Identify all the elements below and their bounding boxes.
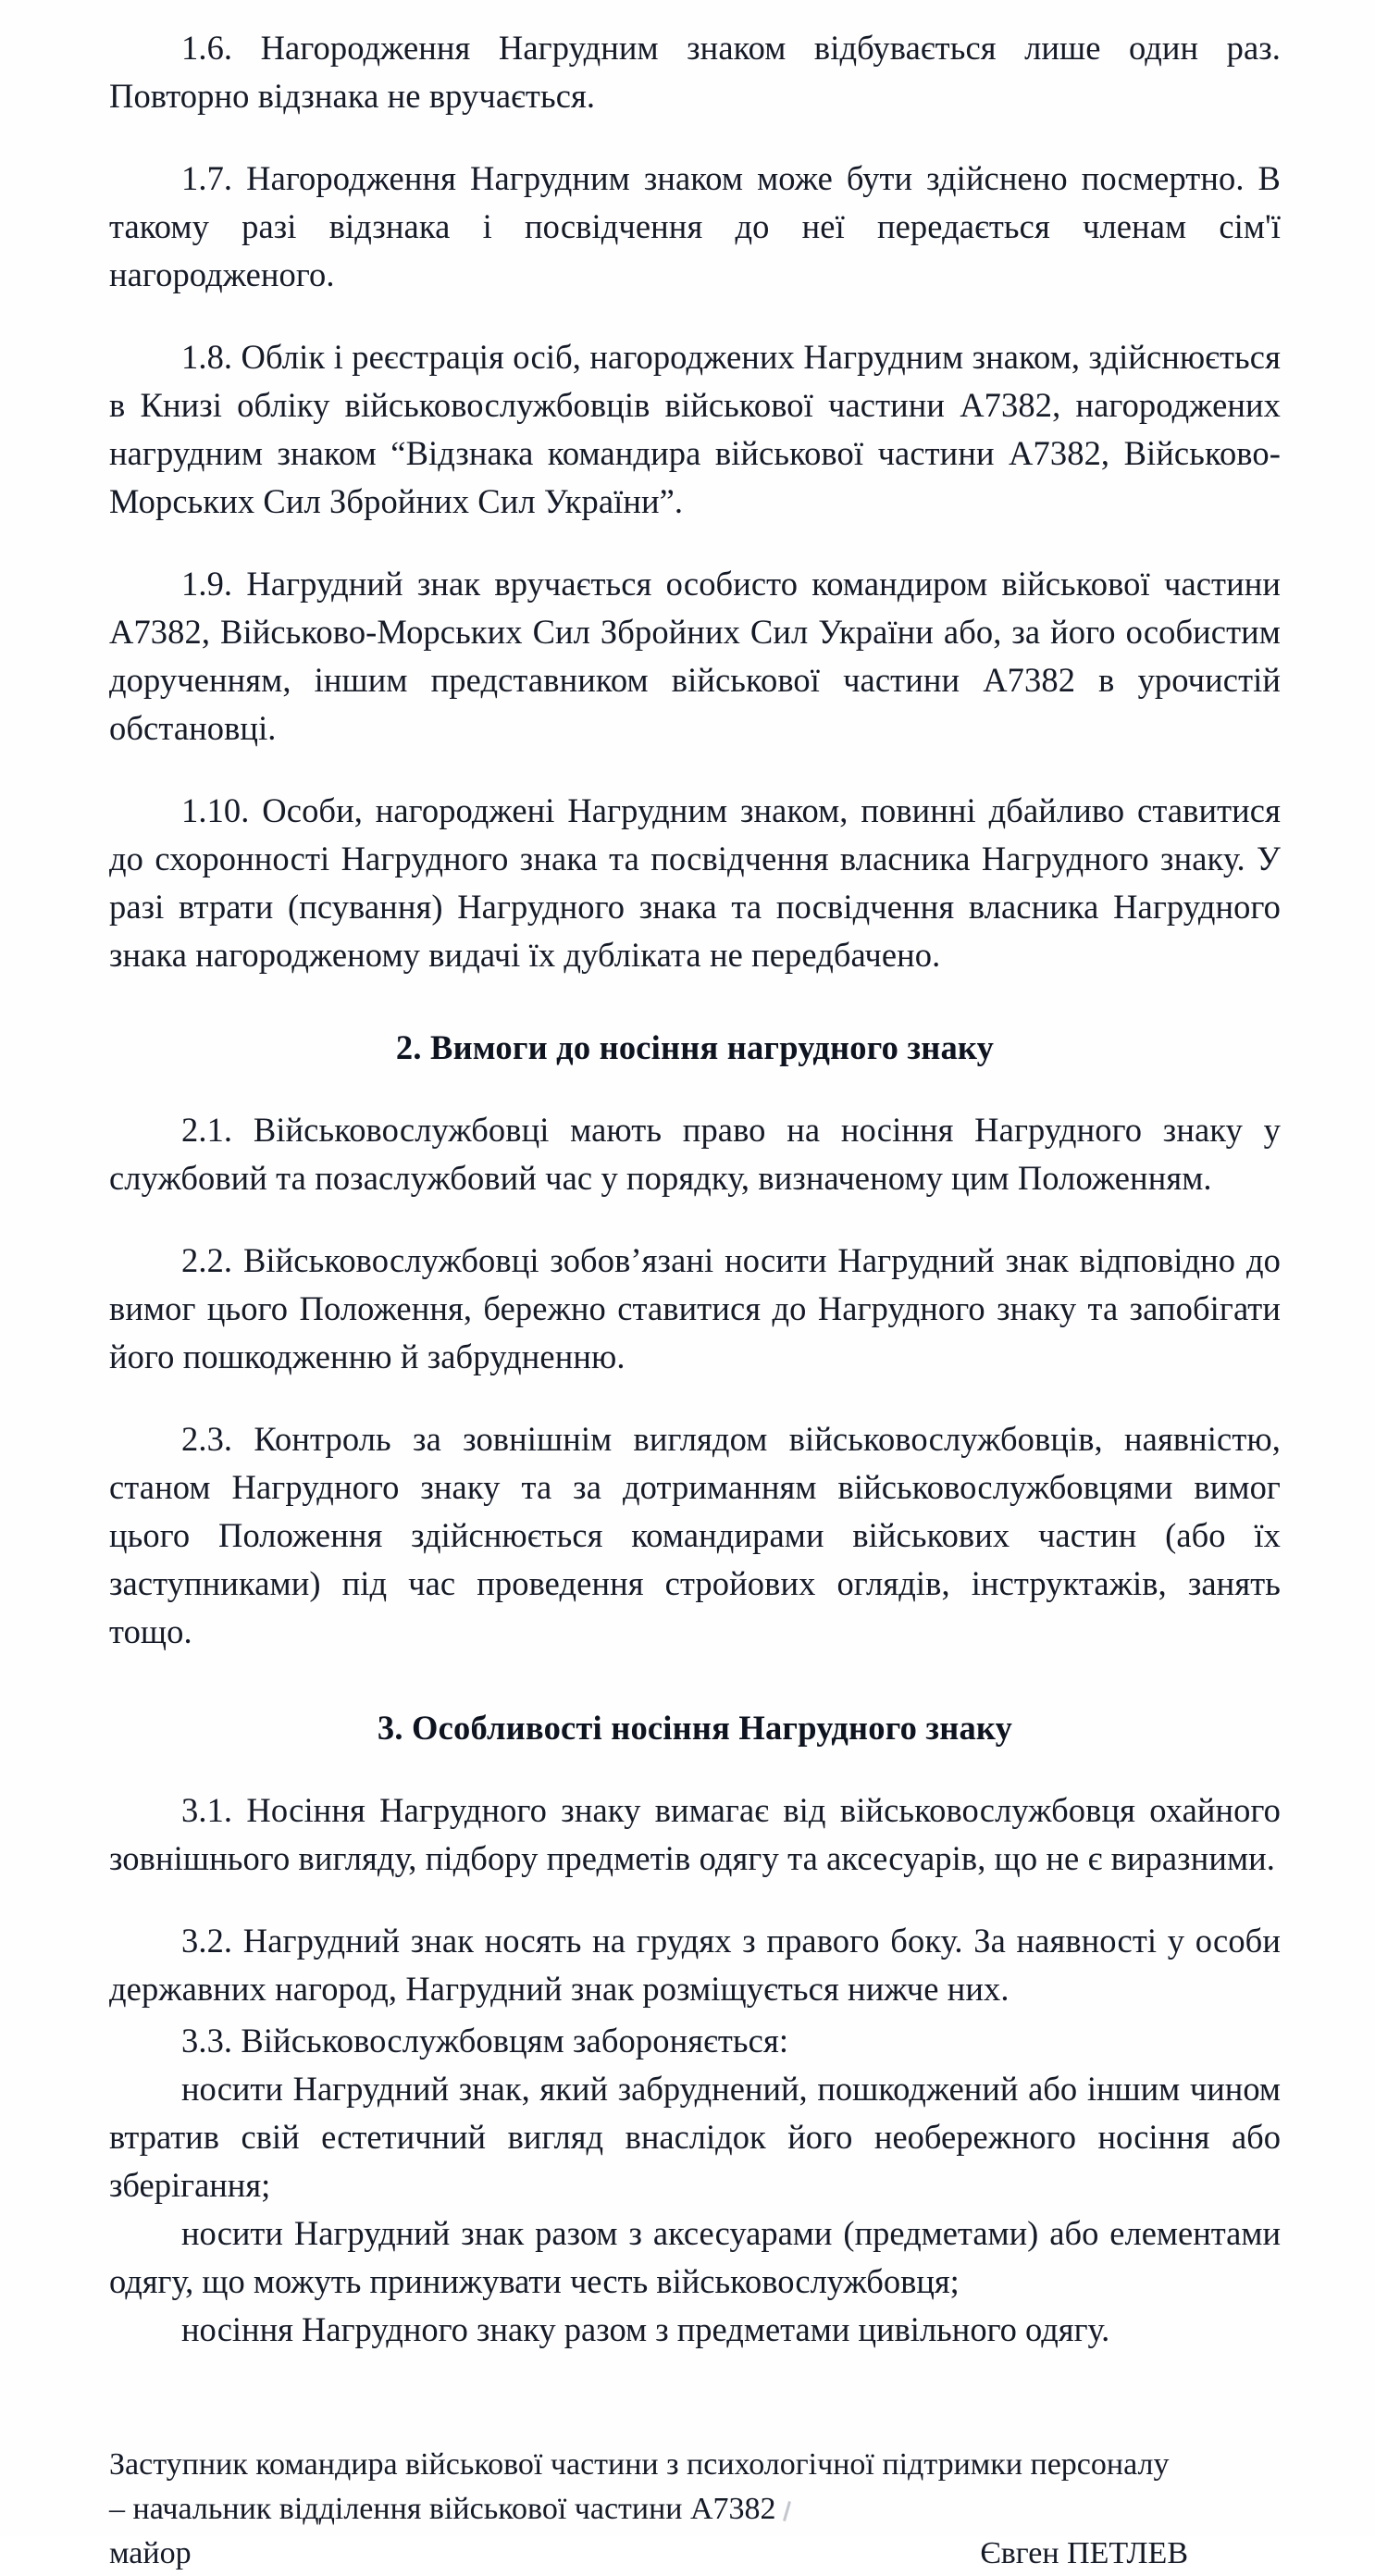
signature-position-line-2 (109, 2487, 1281, 2532)
clause-3-3-item-c: носіння Нагрудного знаку разом з предметами цивільного одягу. (181, 2310, 1110, 2348)
clause-1-10: 1.10. Особи, нагороджені Нагрудним знаком, повинні дбайливо ставитися до схоронності Нагрудного знака та посвідчення власника Нагрудного знаку. У разі втрати (псування) Нагрудного знака та посвідчення власника Нагрудного знака нагородженому видачі їх дубліката не передбачено. (109, 791, 1281, 974)
clause-1-8: 1.8. Облік і реєстрація осіб, нагороджених Нагрудним знаком, здійснюється в Книзі обліку військовослужбовців військової частини А7382, нагороджених нагрудним знаком “Відзнака командира військової частини А7382, Військово-Морських Сил Збройних Сил України”. (109, 338, 1281, 520)
signature-name: Євген ПЕТЛЕВ (980, 2536, 1188, 2570)
clause-1-6: 1.6. Нагородження Нагрудним знаком відбувається лише один раз. Повторно відзнака не вручається. (109, 29, 1281, 115)
clause-1-9: 1.9. Нагрудний знак вручається особисто командиром військової частини А7382, Військово-Морських Сил Збройних Сил України або, за його особистим дорученням, іншим представником військової частини А7382 в урочистій обстановці. (109, 565, 1281, 747)
signature-position-line-1: Заступник командира військової частини з психологічної підтримки персоналу (109, 2447, 1170, 2482)
scan-artifact-mark (783, 2501, 791, 2521)
signature-block (109, 2443, 1281, 2576)
clause-3-3-item-a: носити Нагрудний знак, який забруднений, пошкоджений або іншим чином втратив свій естетичний вигляд внаслідок його необережного носіння або зберігання; (109, 2070, 1281, 2204)
heading-section-2: 2. Вимоги до носіння нагрудного знаку (395, 1028, 995, 1066)
signature-rank: майор (109, 2536, 192, 2570)
clause-3-3: 3.3. Військовослужбовцям забороняється: (181, 2022, 789, 2060)
clause-3-2: 3.2. Нагрудний знак носять на грудях з правого боку. За наявності у особи державних нагород, Нагрудний знак розміщується нижче них. (109, 1922, 1281, 2008)
clause-2-1: 2.1. Військовослужбовці мають право на носіння Нагрудного знаку у службовий та позаслужбовий час у порядку, визначеному цим Положенням. (109, 1111, 1281, 1197)
signature-rank-name-row (109, 2532, 1281, 2576)
signature-position-line-2-text: – начальник відділення військової частини А7382 (109, 2492, 776, 2526)
clause-1-7: 1.7. Нагородження Нагрудним знаком може бути здійснено посмертно. В такому разі відзнака і посвідчення до неї передається членам сім'ї нагородженого. (109, 159, 1281, 293)
clause-2-2: 2.2. Військовослужбовці зобов’язані носити Нагрудний знак відповідно до вимог цього Положення, бережно ставитися до Нагрудного знаку та запобігати його пошкодженню й забрудненню. (109, 1241, 1281, 1375)
heading-section-3: 3. Особливості носіння Нагрудного знаку (377, 1709, 1013, 1747)
document-body (109, 24, 1281, 2576)
clause-3-1: 3.1. Носіння Нагрудного знаку вимагає від військовослужбовця охайного зовнішнього вигляду, підбору предметів одягу та аксесуарів, що не є виразними. (109, 1791, 1281, 1877)
clause-2-3: 2.3. Контроль за зовнішнім виглядом військовослужбовців, наявністю, станом Нагрудного знаку та за дотриманням військовослужбовцями вимог цього Положення здійснюється командирами військових частин (або їх заступниками) під час проведення стройових оглядів, інструктажів, занять тощо. (109, 1420, 1281, 1650)
clause-3-3-item-b: носити Нагрудний знак разом з аксесуарами (предметами) або елементами одягу, що можуть принижувати честь військовослужбовця; (109, 2214, 1281, 2300)
